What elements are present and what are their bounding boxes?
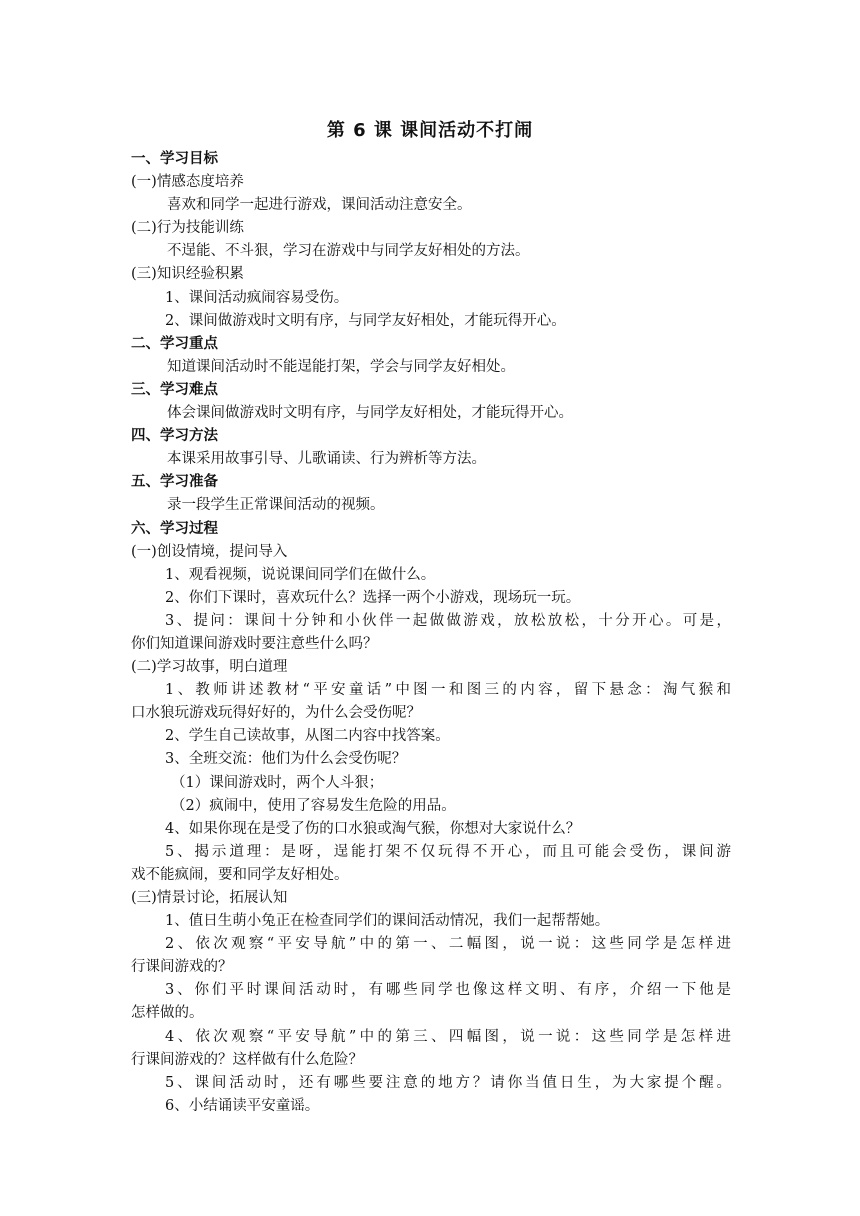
paragraph-continuation: 你们知道课间游戏时要注意些什么吗？ <box>131 635 378 652</box>
subsection-heading: (三)知识经验积累 <box>131 266 244 283</box>
paragraph-line: 本课采用故事引导、儿歌诵读、行为辨析等方法。 <box>167 451 486 468</box>
document-body <box>131 148 731 1118</box>
paragraph-continuation: 行课间游戏的？这样做有什么危险？ <box>131 1051 363 1068</box>
paragraph-line: 不逞能、不斗狠，学习在游戏中与同学友好相处的方法。 <box>167 243 530 260</box>
list-item: 5、揭示道理：是呀，逞能打架不仅玩得不开心，而且可能会受伤，课间游 <box>165 843 731 860</box>
list-item: 1、观看视频，说说课间同学们在做什么。 <box>165 566 436 583</box>
paragraph-line: 喜欢和同学一起进行游戏，课间活动注意安全。 <box>167 197 472 214</box>
list-item: 3、提问：课间十分钟和小伙伴一起做做游戏，放松放松，十分开心。可是， <box>165 612 731 629</box>
section-heading: 六、学习过程 <box>131 520 218 537</box>
subsection-heading: (二)学习故事，明白道理 <box>131 659 288 676</box>
paragraph-continuation: 戏不能疯闹，要和同学友好相处。 <box>131 866 349 883</box>
paragraph-line: 录一段学生正常课间活动的视频。 <box>167 497 385 514</box>
list-item: 1、值日生萌小兔正在检查同学们的课间活动情况，我们一起帮帮她。 <box>165 913 610 930</box>
list-item: 4、如果你现在是受了伤的口水狼或淘气猴，你想对大家说什么？ <box>165 820 581 837</box>
list-item: 4、依次观察“平安导航”中的第三、四幅图，说一说：这些同学是怎样进 <box>165 1028 731 1045</box>
paragraph-line: 知道课间活动时不能逞能打架，学会与同学友好相处。 <box>167 358 515 375</box>
sub-list-item: （1）课间游戏时，两个人斗狠； <box>171 774 384 791</box>
paragraph-continuation: 行课间游戏的？ <box>131 959 233 976</box>
list-item: 1、课间活动疯闹容易受伤。 <box>165 289 349 306</box>
list-item: 3、全班交流：他们为什么会受伤呢？ <box>165 751 407 768</box>
paragraph-line: 体会课间做游戏时文明有序，与同学友好相处，才能玩得开心。 <box>167 405 573 422</box>
section-heading: 一、学习目标 <box>131 151 218 167</box>
list-item: 3、你们平时课间活动时，有哪些同学也像这样文明、有序，介绍一下他是 <box>165 982 731 999</box>
list-item: 2、你们下课时，喜欢玩什么？选择一两个小游戏，现场玩一玩。 <box>165 589 581 606</box>
section-heading: 五、学习准备 <box>131 474 218 491</box>
section-heading: 三、学习难点 <box>131 381 218 398</box>
paragraph-continuation: 口水狼玩游戏玩得好好的，为什么会受伤呢？ <box>131 705 421 722</box>
section-heading: 四、学习方法 <box>131 428 218 445</box>
subsection-heading: (三)情景讨论，拓展认知 <box>131 890 288 906</box>
page-title: 第 6 课 课间活动不打闹 <box>326 120 534 141</box>
paragraph-continuation: 怎样做的。 <box>131 1005 204 1022</box>
subsection-heading: (一)创设情境，提问导入 <box>131 543 288 560</box>
list-item: 5、课间活动时，还有哪些要注意的地方？请你当值日生，为大家提个醒。 <box>165 1074 731 1091</box>
subsection-heading: (二)行为技能训练 <box>131 220 244 237</box>
list-item: 6、小结诵读平安童谣。 <box>165 1097 320 1114</box>
list-item: 2、学生自己读故事，从图二内容中找答案。 <box>165 728 450 745</box>
list-item: 2、依次观察“平安导航”中的第一、二幅图，说一说：这些同学是怎样进 <box>165 936 731 953</box>
section-heading: 二、学习重点 <box>131 335 218 352</box>
list-item: 1、教师讲述教材“平安童话”中图一和图三的内容，留下悬念：淘气猴和 <box>165 682 731 699</box>
list-item: 2、课间做游戏时文明有序，与同学友好相处，才能玩得开心。 <box>165 312 566 329</box>
sub-list-item: （2）疯闹中，使用了容易发生危险的用品。 <box>171 797 456 814</box>
subsection-heading: (一)情感态度培养 <box>131 174 244 191</box>
